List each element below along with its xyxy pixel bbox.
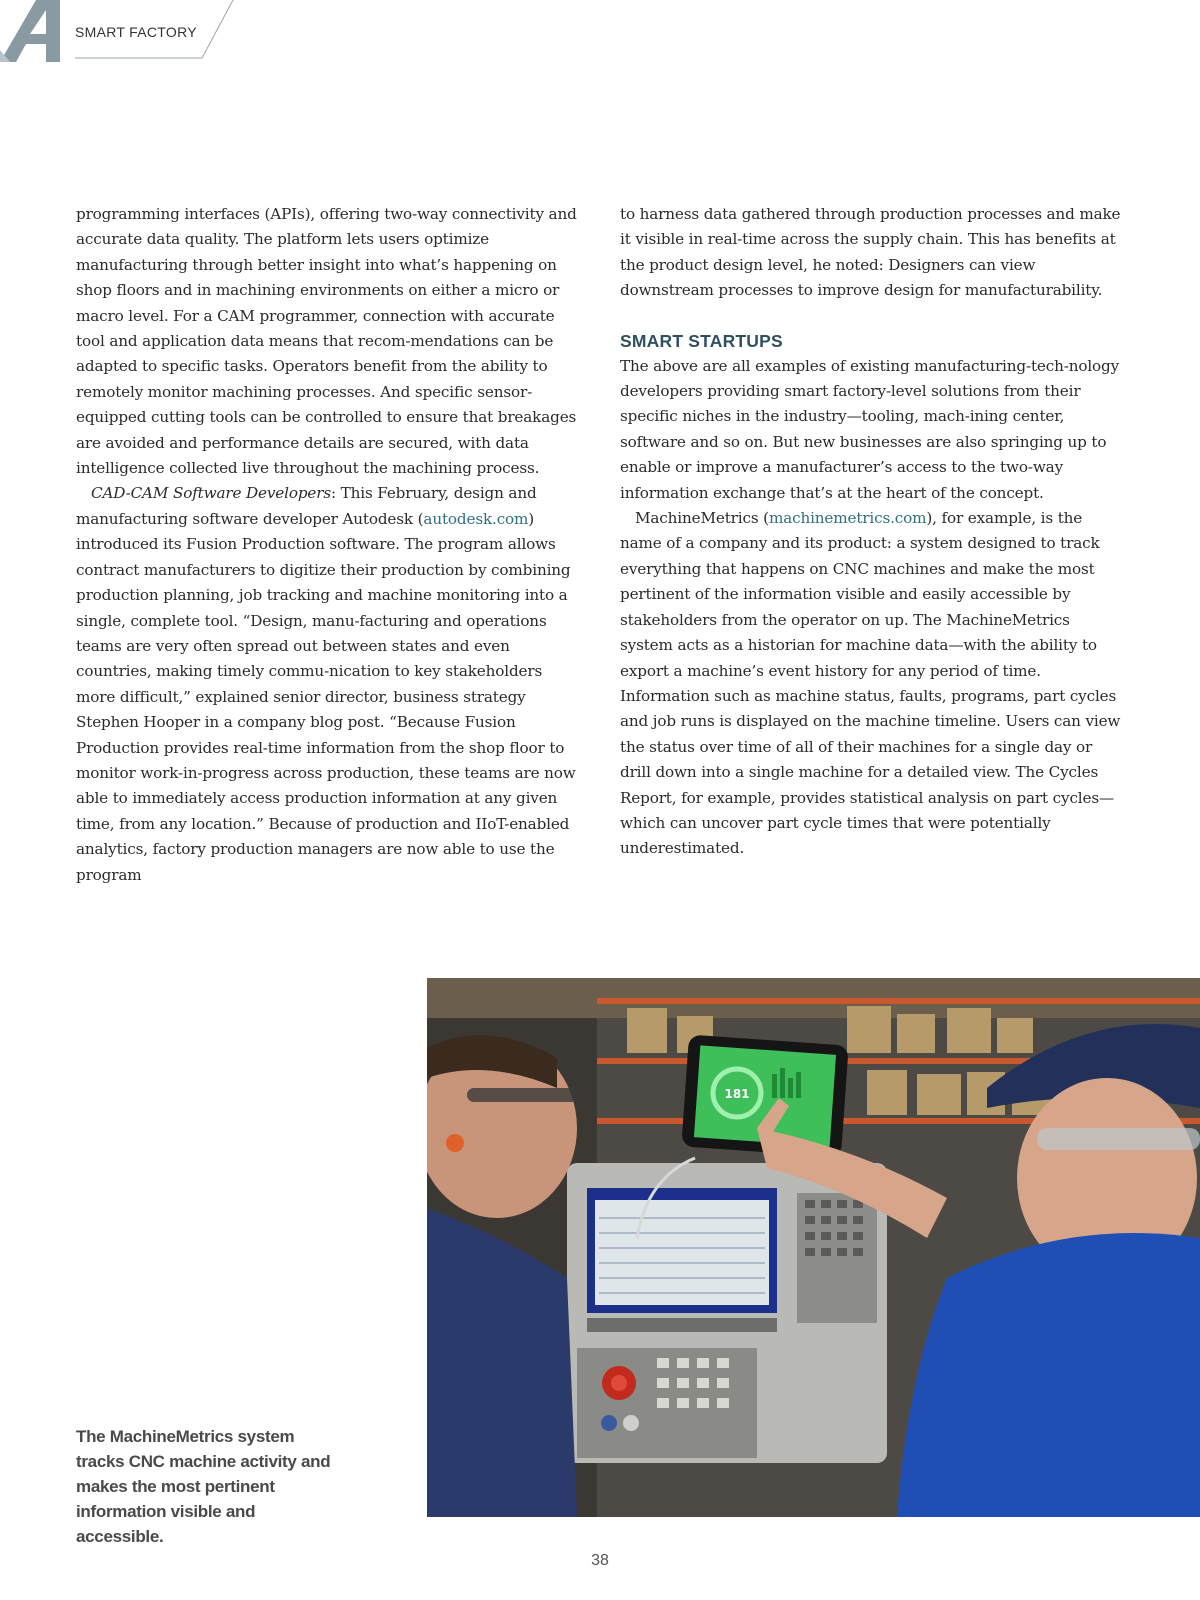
article-column-right [620,202,1125,862]
paragraph-lead-italic: CAD-CAM Software Developers [91,484,331,503]
photo-caption: The MachineMetrics system tracks CNC machine activity and makes the most pertinent information visible and accessible. [76,1427,331,1546]
paragraph-text: ) introduced its Fusion Production software. The program allows contract manufacturers to digitize their production by combining production planning, job tracking and machine monitoring into a single, complete tool. “Design, manu-facturing and operations teams are very often spread out between states and even countries, making timely commu-nication to key stakeholders more difficult,” explained senior director, business strategy Stephen Hooper in a company blog post. “Because Fusion Production provides real-time information from the shop floor to monitor work-in-progress across production, these teams are now able to immediately access production information at any given time, from any location.” Because of production and IIoT-enabled analytics, factory production managers are now able to use the program [76,509,576,884]
paragraph-text: : This February, design and manufacturing software developer Autodesk ( [76,484,537,528]
page-number: 38 [591,1552,609,1569]
paragraph-text: MachineMetrics ( [635,509,769,528]
paragraph [76,481,581,888]
article-column-left [76,202,581,888]
section-subhead: SMART STARTUPS [620,330,783,351]
paragraph: The above are all examples of existing manufacturing-tech-nology developers providing smart factory-level solutions from their specific niches in the industry—tooling, mach-ining center, software and so on. But new businesses are also springing up to enable or improve a manufacturer’s access to the two-way information exchange that’s at the heart of the concept. [620,356,1120,502]
cnc-operators-photo-illustration [427,978,1200,1517]
article-photo [427,978,1200,1517]
magazine-logo-icon [0,0,60,62]
paragraph-text: ), for example, is the name of a company and its product: a system designed to track everything that happens on CNC machines and make the most pertinent of the information visible and easily accessible by stakeholders from the operator on up. The MachineMetrics system acts as a historian for machine data—with the ability to export a machine’s event history for any period of time. Information such as machine status, faults, programs, part cycles and job runs is displayed on the machine timeline. Users can view the status over time of all of their machines for a single day or drill down into a single machine for a detailed view. The Cycles Report, for example, provides statistical analysis on part cycles—which can uncover part cycle times that were potentially underestimated. [620,509,1121,858]
section-label: SMART FACTORY [75,24,197,40]
paragraph [620,506,1125,862]
machinemetrics-link[interactable]: machinemetrics.com [768,509,927,528]
autodesk-link[interactable]: autodesk.com [423,509,529,528]
tablet-readout: 181 [724,1087,750,1101]
paragraph: programming interfaces (APIs), offering two-way connectivity and accurate data quality. The platform lets users optimize manufacturing through better insight into what’s happening on shop floors and in machining environments on either a micro or macro level. For a CAM programmer, connection with accurate tool and application data means that recom-mendations can be adapted to specific tasks. Operators benefit from the ability to remotely monitor machining processes. And specific sensor-equipped cutting tools can be controlled to ensure that breakages are avoided and performance details are secured, with data intelligence collected live throughout the machining process. [76,205,577,478]
paragraph: to harness data gathered through production processes and make it visible in real-time across the supply chain. This has benefits at the product design level, he noted: Designers can view downstream processes to improve design for manufacturability. [620,205,1121,300]
